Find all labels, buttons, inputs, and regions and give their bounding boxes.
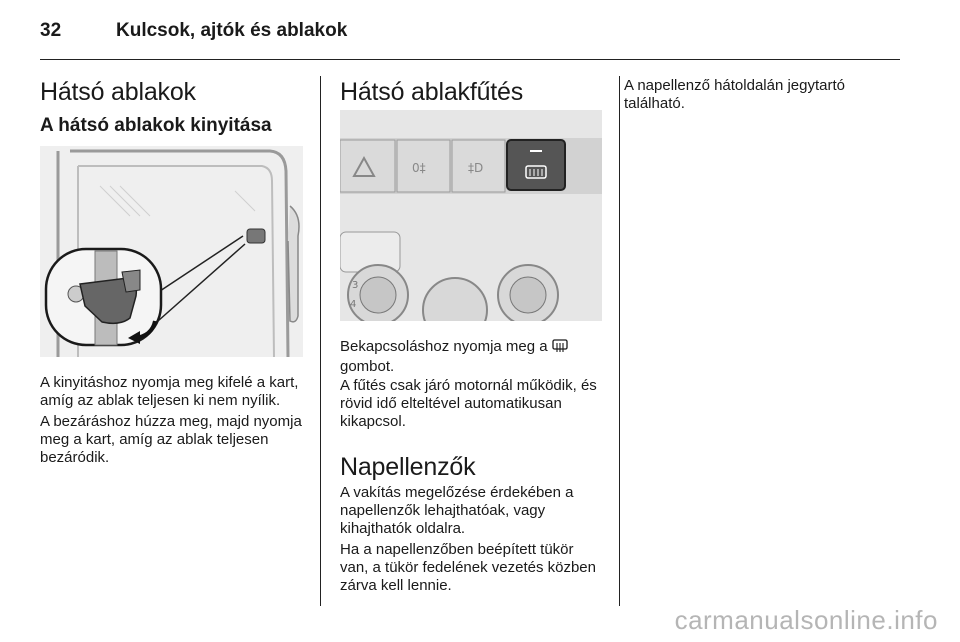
- paragraph-text: gombot.: [340, 358, 395, 375]
- paragraph-activate-heater: [340, 338, 602, 376]
- section-heading-rear-windows: Hátsó ablakok: [40, 78, 196, 106]
- paragraph-text: Bekapcsoláshoz nyomja meg a: [340, 338, 548, 355]
- page-header: [40, 20, 347, 50]
- svg-text:0‡: 0‡: [412, 161, 426, 175]
- header-divider: [40, 59, 900, 60]
- paragraph-close-instruction: A bezáráshoz húzza meg, majd nyomja meg a kart, amíg az ablak teljesen bezáródik.: [40, 413, 302, 466]
- section-heading-rear-heating: Hátsó ablakfűtés: [340, 78, 524, 106]
- chapter-title: Kulcsok, ajtók és ablakok: [116, 20, 348, 41]
- rear-window-heater-icon: [552, 338, 568, 358]
- svg-text:3: 3: [352, 280, 359, 291]
- svg-text:4: 4: [350, 299, 357, 310]
- paragraph-visor-usage: A vakítás megelőzése érdekében a napellenzők lehajthatóak, vagy kihajthatók oldalra.: [340, 484, 574, 537]
- paragraph-ticket-holder: A napellenző hátoldalán jegytartó található.: [624, 77, 846, 112]
- svg-text:‡D: ‡D: [468, 161, 484, 175]
- watermark: carmanualsonline.info: [674, 605, 938, 635]
- paragraph-open-instruction: A kinyitáshoz nyomja meg kifelé a kart, amíg az ablak teljesen ki nem nyílik.: [40, 374, 299, 409]
- column-divider: [320, 76, 321, 606]
- section-heading-sun-visors: Napellenzők: [340, 453, 476, 481]
- paragraph-heater-operation: A fűtés csak járó motornál működik, és rövid idő elteltével automatikusan kikapcsol.: [340, 377, 597, 430]
- window-latch-illustration: [40, 146, 303, 357]
- column-divider: [619, 76, 620, 606]
- subsection-heading-opening: A hátsó ablakok kinyitása: [40, 115, 272, 136]
- page-number: 32: [40, 20, 62, 41]
- dashboard-buttons-illustration: [340, 110, 602, 321]
- paragraph-visor-mirror: Ha a napellenzőben beépített tükör van, a tükör fedelének vezetés közben zárva kell lennie.: [340, 541, 596, 594]
